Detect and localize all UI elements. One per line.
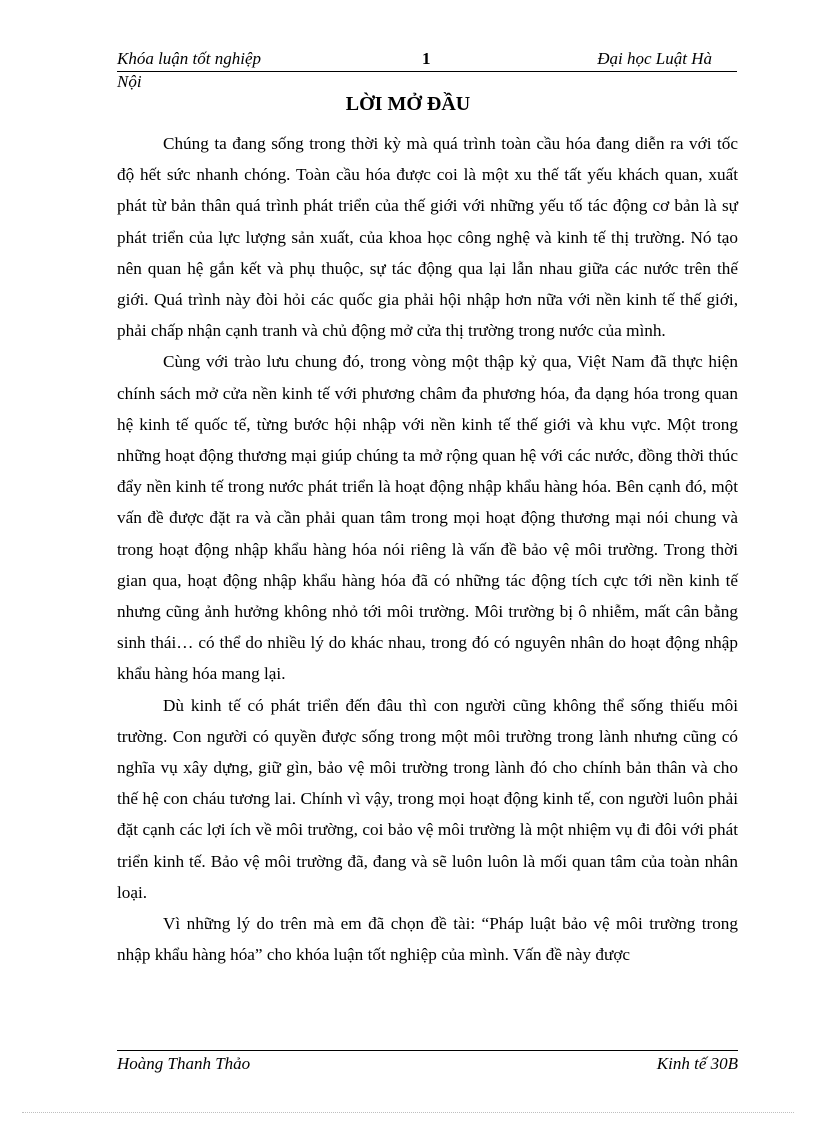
paragraph: Chúng ta đang sống trong thời kỳ mà quá trình toàn cầu hóa đang diễn ra với tốc độ hết sức nhanh chóng. Toàn cầu hóa được coi là một xu thế tất yếu khách quan, xuất phát từ bản thân quá trình phát triển của thế giới với những yếu tố tác động cơ bản là sự phát triển của lực lượng sản xuất, của khoa học công nghệ và kinh tế thị trường. Nó tạo nên quan hệ gắn kết và phụ thuộc, sự tác động qua lại lẫn nhau giữa các nước trên thế giới. Quá trình này đòi hỏi các quốc gia phải hội nhập hơn nữa với nền kinh tế thế giới, phải chấp nhận cạnh tranh và chủ động mở cửa thị trường trong nước của mình. [117,134,738,341]
header-university-continued: Nội [117,72,142,91]
document-body [117,128,738,970]
paragraph: Dù kinh tế có phát triển đến đâu thì con người cũng không thể sống thiếu môi trường. Con người có quyền được sống trong một môi trường trong lành nhưng cũng có nghĩa vụ xây dựng, giữ gìn, bảo vệ môi trường trong lành đó cho chính bản thân và cho thế hệ con cháu tương lai. Chính vì vậy, trong mọi hoạt động kinh tế, con người luôn phải đặt cạnh các lợi ích về môi trường, coi bảo vệ môi trường là một nhiệm vụ đi đôi với phát triển kinh tế. Bảo vệ môi trường đã, đang và sẽ luôn luôn là mối quan tâm của toàn nhân loại. [117,695,738,902]
header-university-label: Đại học Luật Hà [597,49,712,68]
paragraph: Vì những lý do trên mà em đã chọn đề tài: “Pháp luật bảo vệ môi trường trong nhập khẩu hàng hóa” cho khóa luận tốt nghiệp của mình. Vấn đề này được [117,914,738,965]
footer-class: Kinh tế 30B [656,1054,738,1073]
paragraph: Cùng với trào lưu chung đó, trong vòng một thập kỷ qua, Việt Nam đã thực hiện chính sách mở cửa nền kinh tế với phương châm đa phương hóa, đa dạng hóa trong quan hệ kinh tế quốc tế, từng bước hội nhập với nền kinh tế thế giới và khu vực. Một trong những hoạt động thương mại giúp chúng ta mở rộng quan hệ với các nước, đồng thời thúc đẩy nền kinh tế trong nước phát triển là hoạt động nhập khẩu hàng hóa. Bên cạnh đó, một vấn đề được đặt ra và cần phải quan tâm trong mọi hoạt động thương mại nói chung và trong hoạt động nhập khẩu hàng hóa nói riêng là vấn đề bảo vệ môi trường. Trong thời gian qua, hoạt động nhập khẩu hàng hóa đã có những tác động tích cực tới nền kinh tế nhưng cũng ảnh hưởng không nhỏ tới môi trường. Môi trường bị ô nhiễm, mất cân bằng sinh thái… có thể do nhiều lý do khác nhau, trong đó có nguyên nhân do hoạt động nhập khẩu hàng hóa mang lại. [117,352,738,684]
page-title: LỜI MỞ ĐẦU [345,93,471,115]
footer-author: Hoàng Thanh Thảo [117,1054,251,1073]
footer-divider [117,1050,738,1051]
page-header [117,49,737,72]
header-thesis-label: Khóa luận tốt nghiệp [117,49,262,68]
page-edge-divider [22,1112,794,1113]
page-number: 1 [422,49,431,68]
